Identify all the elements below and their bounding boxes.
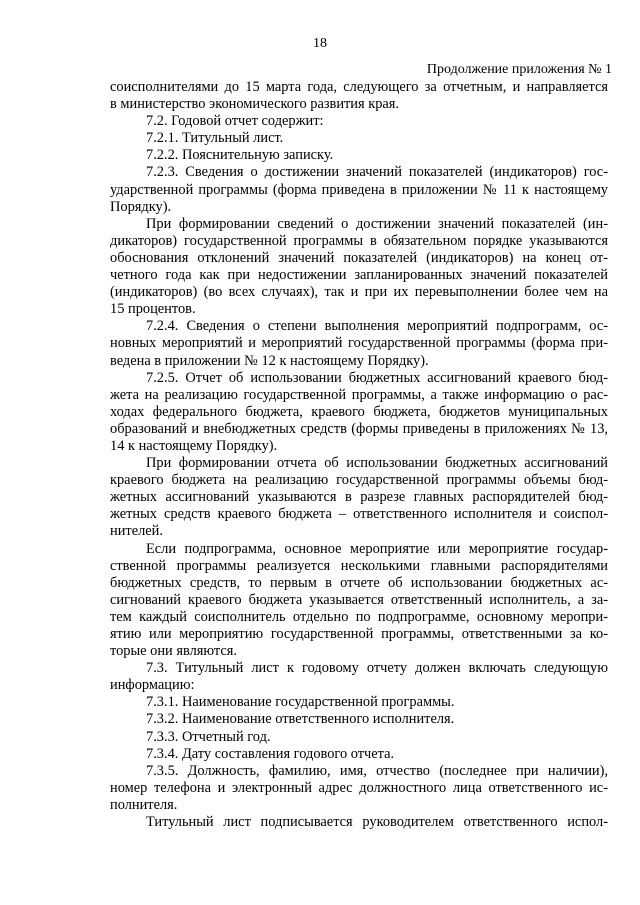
text-line: четного года как при недостижении запланированных значений показателей [110, 267, 608, 284]
text-line: 7.2.1. Титульный лист. [146, 130, 284, 147]
text-line: При формировании сведений о достижении значений показателей (ин- [146, 215, 608, 232]
text-line: 15 процентов. [110, 301, 196, 318]
text-line: 7.2.2. Пояснительную записку. [146, 147, 334, 164]
text-line: ходах федерального бюджета, краевого бюджета, бюджетов муниципальных [110, 403, 608, 420]
text-line: 7.3. Титульный лист к годовому отчету должен включать следующую [146, 660, 608, 677]
text-line: краевого бюджета на реализацию государственной программы объемы бюд- [110, 472, 608, 489]
text-line: Титульный лист подписывается руководителем ответственного испол- [146, 814, 608, 831]
text-line: ведена в приложении № 12 к настоящему Порядку). [110, 352, 429, 369]
document-body [110, 79, 608, 831]
page-number: 18 [313, 36, 327, 51]
text-line: обоснования отклонений значений показателей (индикаторов) на конец от- [110, 249, 608, 266]
text-line: жета на реализацию государственной программы, а также информацию о рас- [110, 386, 608, 403]
text-line: 7.3.1. Наименование государственной программы. [146, 694, 455, 711]
text-line: 7.2. Годовой отчет содержит: [146, 113, 324, 130]
text-line: 7.3.4. Дату составления годового отчета. [146, 745, 395, 762]
text-line: дикаторов) государственной программы в обязательном порядке указываются [110, 232, 608, 249]
text-line: ударственной программы (форма приведена в приложении № 11 к настоящему [110, 181, 608, 198]
text-line: 7.3.5. Должность, фамилию, имя, отчество (последнее при наличии), [146, 762, 608, 779]
text-line: ятию или мероприятию государственной программы, ответственными за ко- [110, 626, 608, 642]
text-line: При формировании отчета об использовании бюджетных ассигнований [146, 455, 608, 472]
text-line: 7.2.3. Сведения о достижении значений показателей (индикаторов) гос- [146, 164, 608, 181]
text-line: жетных ассигнований указываются в разрезе главных распорядителей бюд- [110, 489, 608, 506]
text-line: (индикаторов) (во всех случаях), так и при их перевыполнении более чем на [110, 284, 608, 301]
text-line: 7.3.2. Наименование ответственного исполнителя. [146, 711, 455, 728]
text-line: сигнований краевого бюджета указывается ответственный исполнитель, а за- [110, 591, 608, 608]
text-line: новных мероприятий и мероприятий государственной программы (форма при- [110, 335, 608, 352]
text-line: бюджетных средств, то первым в отчете об использовании бюджетных ас- [110, 574, 608, 591]
text-line: образований и внебюджетных средств (формы приведены в приложениях № 13, [110, 420, 608, 437]
text-line: 14 к настоящему Порядку). [110, 437, 278, 454]
text-line: полнителя. [110, 796, 178, 813]
text-line: информацию: [110, 677, 195, 694]
text-line: ственной программы реализуется несколькими главными распорядителями [110, 557, 608, 574]
text-line: 7.2.4. Сведения о степени выполнения мероприятий подпрограмм, ос- [146, 318, 608, 335]
text-line: Порядку). [110, 198, 172, 215]
text-line: 7.3.3. Отчетный год. [146, 728, 271, 745]
text-line: торые они являются. [110, 643, 237, 660]
text-line: соисполнителями до 15 марта года, следующего за отчетным, и направляется [110, 79, 608, 95]
text-line: в министерство экономического развития края. [110, 96, 400, 113]
text-line: тем каждый соисполнитель отдельно по подпрограмме, основному меропри- [110, 608, 608, 625]
appendix-continuation-note: Продолжение приложения № 1 [426, 62, 612, 77]
text-line: жетных средств краевого бюджета – ответственного исполнителя и соиспол- [110, 506, 608, 523]
text-line: Если подпрограмма, основное мероприятие или мероприятие государ- [146, 540, 608, 557]
text-line: нителей. [110, 523, 163, 540]
text-line: 7.2.5. Отчет об использовании бюджетных ассигнований краевого бюд- [146, 369, 608, 386]
text-line: номер телефона и электронный адрес должностного лица ответственного ис- [110, 779, 608, 796]
